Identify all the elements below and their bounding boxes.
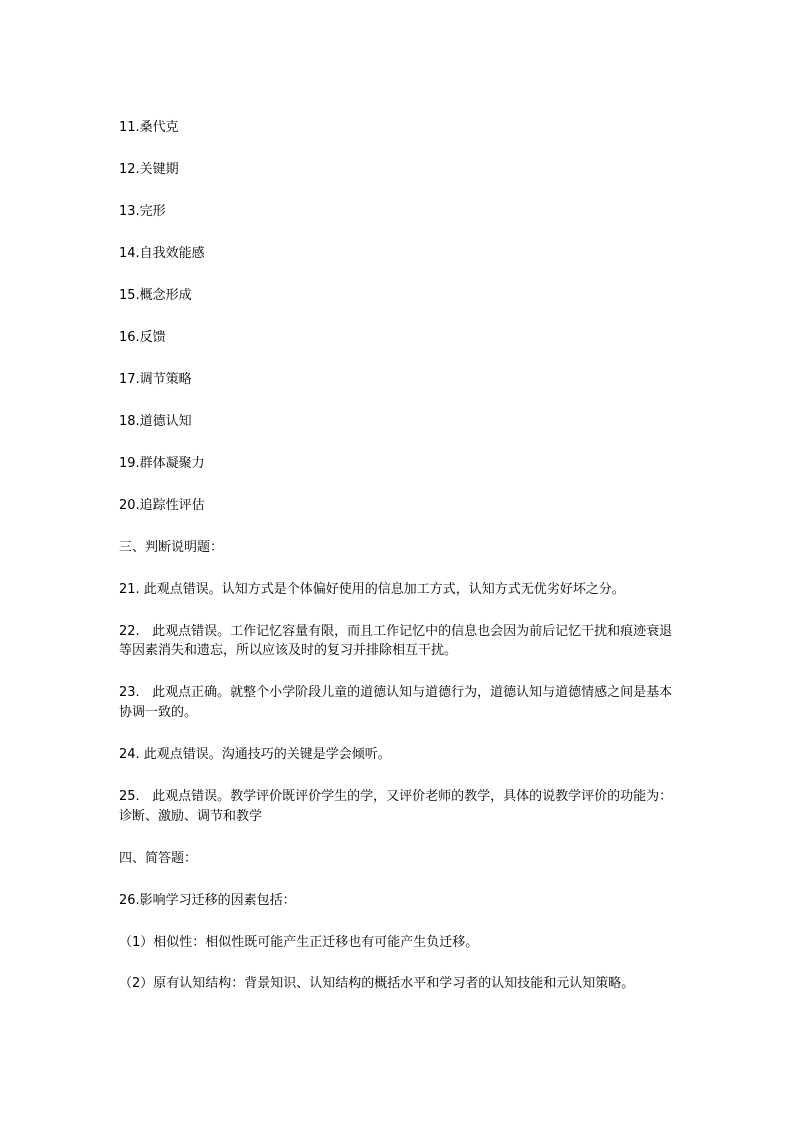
answer-term-17: 17.调节策略	[119, 371, 192, 387]
answer-term-19: 19.群体凝聚力	[119, 455, 205, 471]
document-body	[119, 118, 679, 1016]
answer-paragraph-23: 23. 此观点正确。就整个小学阶段儿童的道德认知与道德行为，道德认知与道德情感之间是基本协调一致的。	[119, 685, 673, 720]
answer-item-26-1: （1）相似性：相似性既可能产生正迁移也有可能产生负迁移。	[119, 934, 479, 950]
answer-paragraph-24: 24. 此观点错误。沟通技巧的关键是学会倾听。	[119, 746, 391, 762]
answer-term-18: 18.道德认知	[119, 413, 192, 429]
answer-paragraph-22: 22. 此观点错误。工作记忆容量有限，而且工作记忆中的信息也会因为前后记忆干扰和痕迹衰退等因素消失和遗忘，所以应该及时的复习并排除相互干扰。	[119, 623, 673, 659]
answer-term-14: 14.自我效能感	[119, 245, 205, 261]
answer-term-12: 12.关键期	[119, 161, 179, 177]
answer-item-26-2: （2）原有认知结构：背景知识、认知结构的概括水平和学习者的认知技能和元认知策略。	[119, 976, 635, 992]
answer-term-16: 16.反馈	[119, 329, 166, 345]
answer-term-13: 13.完形	[119, 203, 166, 219]
answer-paragraph-25: 25. 此观点错误。教学评价既评价学生的学，又评价老师的教学，具体的说教学评价的功能为：诊断、激励、调节和教学	[119, 788, 673, 824]
answer-paragraph-21: 21. 此观点错误。认知方式是个体偏好使用的信息加工方式，认知方式无优劣好坏之分。	[119, 581, 625, 597]
answer-term-11: 11.桑代克	[119, 120, 179, 135]
answer-term-15: 15.概念形成	[119, 287, 192, 303]
answer-term-20: 20.追踪性评估	[119, 497, 205, 513]
section-heading-short-answer: 四、简答题：	[119, 850, 198, 866]
section-heading-judgment: 三、判断说明题：	[119, 539, 224, 555]
answer-paragraph-26: 26.影响学习迁移的因素包括：	[119, 892, 296, 908]
